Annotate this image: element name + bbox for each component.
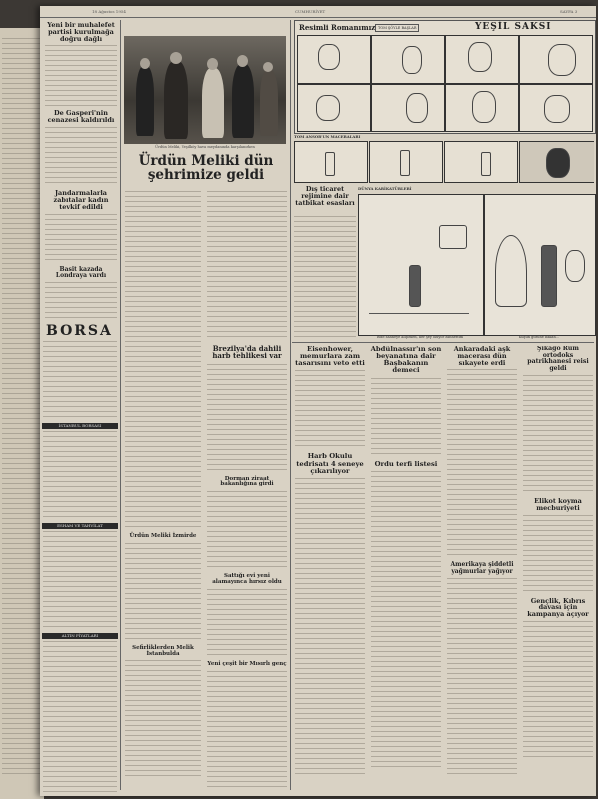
text-block (207, 671, 287, 790)
main-sub-1: Brezilya'da dahili harb tehlikesi var (212, 344, 282, 361)
masthead-paper: CUMHURİYET (295, 9, 326, 14)
cartoon-strip (294, 20, 596, 134)
borsa-subtitle-3: ALTIN FİYATLARI (42, 633, 118, 639)
text-block (45, 127, 117, 187)
comic-panel (297, 35, 371, 84)
main-sub-5: Yeni çeşit bir Mısırlı genç (207, 660, 287, 667)
comic-panel (519, 84, 593, 132)
comic-panel (371, 35, 445, 84)
main-sub-3: Ürdün Meliki İzmirde (129, 533, 197, 539)
lower-col-1 (294, 346, 366, 791)
lower-col-4 (522, 346, 594, 791)
text-block (447, 578, 517, 778)
headline-left-4: Basit kazada Londraya vardı (55, 265, 107, 279)
masthead-date: 18 Ağustos 1954 (92, 9, 126, 14)
misc-headline-4: Elikot koyma mecburiyeti (534, 497, 582, 512)
comic-panel (519, 35, 593, 84)
comic-panel (297, 84, 371, 132)
comic-panel (371, 84, 445, 132)
text-block (371, 471, 441, 771)
main-story-col-2 (206, 190, 288, 790)
column-rule (290, 20, 291, 790)
text-block (447, 369, 517, 559)
text-block (207, 191, 287, 341)
text-block (207, 491, 287, 571)
previous-page-edge (0, 28, 44, 799)
headline-left-3: Jandarmalarla zabıtalar kadın tevkif edildi (53, 189, 109, 211)
headline-left-1: Yeni bir muhalefet partisi kurulmağa doğru dağlı (47, 21, 115, 43)
side-story-text (294, 216, 356, 340)
text-block (45, 45, 117, 107)
strip-2-label: TOM ANSOR'UN MACERALARI (294, 134, 361, 139)
borsa-subtitle-2: ESHAM VE TAHVİLAT (42, 523, 118, 529)
strip-serial-title: YEŞİL SAKSI (475, 22, 552, 32)
text-block (295, 370, 365, 450)
comic-panel (519, 141, 594, 183)
column-rule (120, 20, 121, 790)
cartoon-right (484, 194, 596, 336)
text-block (125, 191, 201, 531)
cartoon-caption-left: Bize sahneye alışırken, her şey oluyor zannettim (376, 335, 464, 339)
text-block (45, 282, 117, 320)
main-headline: Ürdün Meliki dün şehrimize geldi (138, 153, 274, 184)
masthead (40, 8, 596, 16)
borsa-title: BORSA (46, 324, 113, 339)
misc-headline-2: Ordu terfi listesi (374, 459, 438, 468)
masthead-page: SAYFA 3 (560, 9, 578, 14)
misc-headline-5: Gençlik, Kıbrıs davası için kampanya açıyor (527, 596, 589, 619)
main-story-col-1 (124, 190, 202, 790)
comic-panel (445, 35, 519, 84)
comic-panel (294, 141, 368, 183)
comic-panel (444, 141, 518, 183)
lower-headline-2: Abdülnassır'ın son beyanatına dair Başbakanın demeci (370, 346, 442, 375)
newspaper-page (40, 6, 596, 796)
cartoon-left (358, 194, 484, 336)
main-sub-4: Dorman ziraat bakanlığına girdi (220, 475, 274, 488)
strip-label: TOM ŞÖYLE BAŞLAR (375, 24, 419, 32)
main-sub-2: Sefirliklerden Melik İstanbulda (132, 644, 194, 657)
photo-caption: Ürdün Meliki, Yeşilköy hava meydanında karşılanırken (155, 145, 255, 149)
masthead-rule (40, 17, 596, 18)
lower-headline-1: Eisenhower, memurlara zam tasarısını veto etti (295, 346, 365, 368)
headline-left-2: De Gasperi'nin cenazesi kaldırıldı (47, 109, 115, 125)
text-block (207, 364, 287, 474)
news-photo (124, 36, 286, 144)
misc-headline-3: Amerikaya şiddetli yağmurlar yağıyor (450, 561, 514, 575)
text-block (523, 375, 593, 495)
borsa-table (43, 641, 117, 794)
borsa-table (43, 341, 117, 421)
lower-headline-3: Ankaradaki aşk macerası dün sıkayete erdi (453, 346, 511, 367)
borsa-table (43, 431, 117, 521)
section-rule (292, 342, 594, 343)
main-sub-6: Sattığı evi yeni alamayınca hırsız oldu (212, 573, 282, 585)
lower-col-3 (446, 346, 518, 791)
borsa-table (43, 531, 117, 631)
text-block (125, 660, 201, 780)
world-cartoons-label: DÜNYA KARİKATÜRLERİ (358, 186, 412, 191)
misc-headline-1: Harb Okulu tedrisatı 4 seneye çıkarılıyor (296, 452, 364, 475)
text-block (523, 621, 593, 761)
borsa-box (42, 324, 118, 794)
tom-ansor-strip (294, 141, 594, 183)
lower-headline-4: Şikago Rum ortodoks patrikhanesi reisi geldi (527, 346, 589, 372)
borsa-subtitle-1: İSTANBUL BORSASI (42, 423, 118, 429)
left-column (44, 20, 118, 320)
text-block (45, 214, 117, 264)
strip-title: Resimli Romanımız (299, 23, 376, 32)
cartoon-caption-right: Kuşun gözüne bakan... (518, 335, 560, 339)
comic-panel (445, 84, 519, 132)
text-block (125, 543, 201, 643)
text-block (295, 478, 365, 778)
side-story-headline: Dış ticaret rejimine dair tatbikat esasları (295, 185, 355, 207)
lower-col-2 (370, 346, 442, 791)
text-block (523, 515, 593, 595)
comic-panel (369, 141, 443, 183)
text-block (207, 589, 287, 659)
text-block (371, 378, 441, 458)
